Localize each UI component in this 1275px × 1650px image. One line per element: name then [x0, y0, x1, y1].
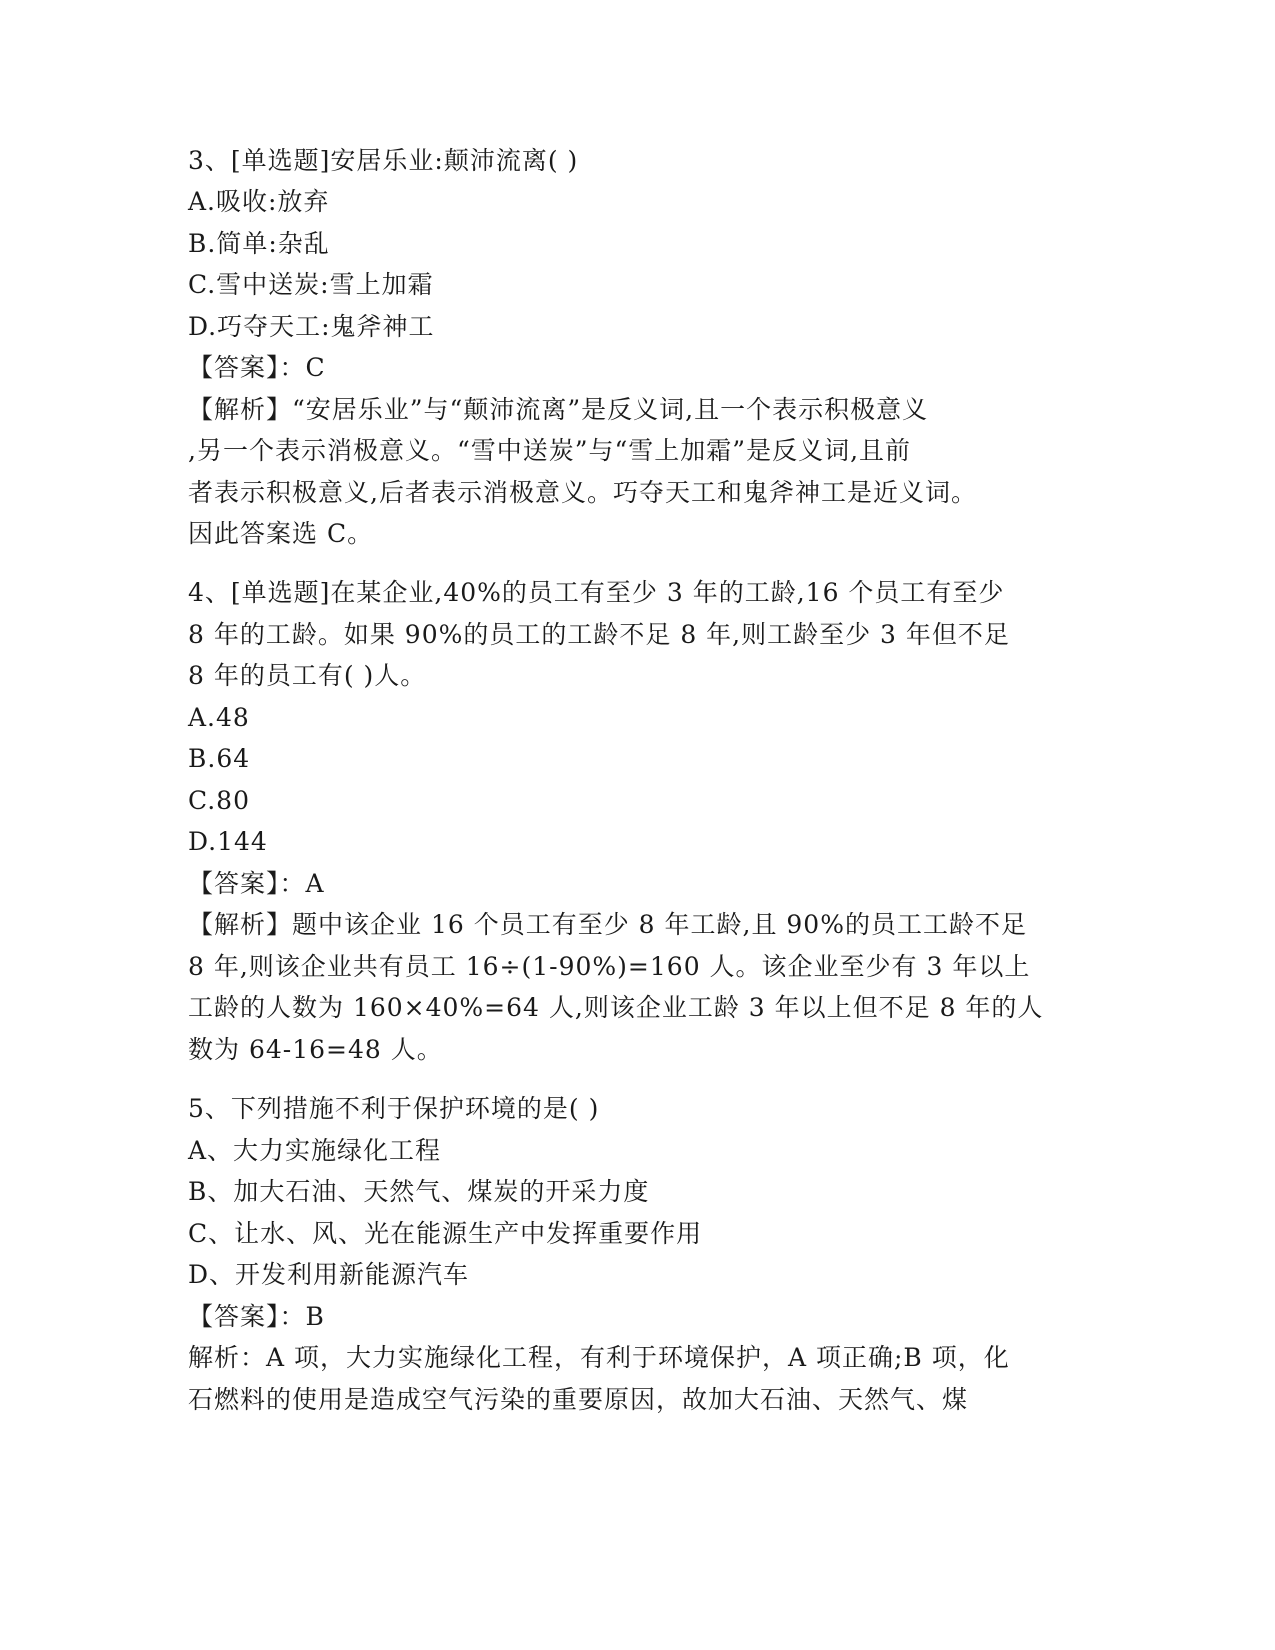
question-3-option-a: A.吸收:放弃 [188, 187, 330, 216]
question-5-answer: 【答案】：B [188, 1302, 325, 1331]
question-3-option-c: C.雪中送炭:雪上加霜 [188, 270, 434, 299]
question-4-stem: 8 年的工龄。如果 90%的员工的工龄不足 8 年,则工龄至少 3 年但不足 [188, 620, 1010, 649]
question-4-option-c: C.80 [188, 786, 250, 815]
question-5-analysis-line: 石燃料的使用是造成空气污染的重要原因，故加大石油、天然气、煤 [188, 1385, 969, 1414]
question-3-analysis-line: 者表示积极意义,后者表示消极意义。巧夺天工和鬼斧神工是近义词。 [188, 478, 977, 507]
question-5-option-b: B、加大石油、天然气、煤炭的开采力度 [188, 1177, 650, 1206]
question-4-stem: 8 年的员工有( )人。 [188, 661, 427, 690]
question-3-option-b: B.简单:杂乱 [188, 229, 330, 258]
question-4-analysis-line: 8 年,则该企业共有员工 16÷(1-90%)=160 人。该企业至少有 3 年以上 [188, 952, 1031, 981]
question-4-option-a: A.48 [188, 703, 250, 732]
question-5-option-c: C、让水、风、光在能源生产中发挥重要作用 [188, 1219, 703, 1248]
question-5-analysis-line: 解析：A 项，大力实施绿化工程，有利于环境保护，A 项正确;B 项，化 [188, 1343, 1010, 1372]
question-3-analysis-line: 因此答案选 C。 [188, 519, 374, 548]
question-3-analysis-line: 【解析】“安居乐业”与“颠沛流离”是反义词,且一个表示积极意义 [188, 395, 929, 424]
question-3-stem: 3、[单选题]安居乐业:颠沛流离( ) [188, 146, 579, 175]
question-5-option-d: D、开发利用新能源汽车 [188, 1260, 470, 1289]
question-3-answer: 【答案】：C [188, 353, 326, 382]
question-4-analysis-line: 数为 64-16=48 人。 [188, 1035, 443, 1064]
question-4-option-d: D.144 [188, 827, 268, 856]
question-3-analysis-line: ,另一个表示消极意义。“雪中送炭”与“雪上加霜”是反义词,且前 [188, 436, 912, 465]
question-4-analysis-line: 【解析】题中该企业 16 个员工有至少 8 年工龄,且 90%的员工工龄不足 [188, 910, 1027, 939]
question-4-answer: 【答案】：A [188, 869, 325, 898]
question-5-option-a: A、大力实施绿化工程 [188, 1136, 442, 1165]
question-3-option-d: D.巧夺天工:鬼斧神工 [188, 312, 435, 341]
question-4-option-b: B.64 [188, 744, 251, 773]
question-4-stem: 4、[单选题]在某企业,40%的员工有至少 3 年的工龄,16 个员工有至少 [188, 578, 1005, 607]
question-5-stem: 5、下列措施不利于保护环境的是( ) [188, 1094, 600, 1123]
question-4-analysis-line: 工龄的人数为 160×40%=64 人,则该企业工龄 3 年以上但不足 8 年的人 [188, 993, 1044, 1022]
